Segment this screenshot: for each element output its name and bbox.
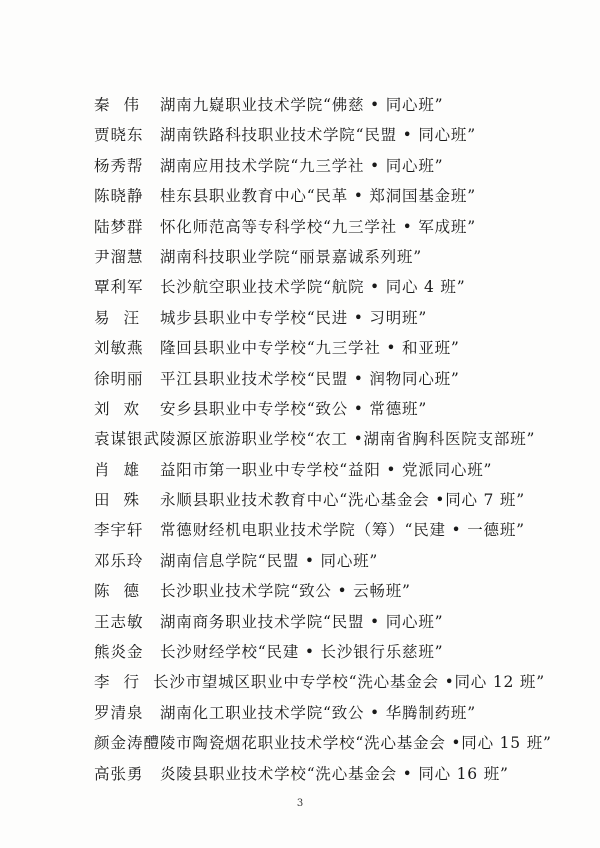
school-class: 长沙职业技术学院“致公 • 云畅班” [160,582,411,601]
person-name: 覃利军 [94,278,144,297]
person-name: 陈德 [94,582,154,601]
person-name: 陈晓静 [94,187,144,206]
list-item [94,637,534,667]
person-name: 刘敏燕 [94,339,144,358]
list-item [94,728,552,758]
school-class: 安乡县职业中专学校“致公 • 常德班” [160,399,428,418]
school-class: 湖南信息学院“民盟 • 同心班” [160,551,379,570]
person-name: 田殊 [94,491,154,510]
school-class: 桂东县职业教育中心“民革 • 郑洞国基金班” [160,187,476,206]
person-name: 熊炎金 [94,643,144,662]
person-name: 高张勇 [94,764,144,783]
list-item [94,212,534,242]
list-item [94,303,534,333]
list-item [94,120,534,150]
list-item [94,546,534,576]
person-name: 刘欢 [94,399,154,418]
list-item [94,151,534,181]
list-item [94,181,534,211]
person-name: 徐明丽 [94,369,144,388]
list-item [94,394,534,424]
person-name: 李宇轩 [94,521,144,540]
person-name: 邓乐玲 [94,551,144,570]
list-item [94,607,534,637]
name-list [94,90,552,789]
list-item [94,333,534,363]
list-item [94,424,534,454]
person-name: 贾晓东 [94,126,144,145]
person-name: 陆梦群 [94,217,144,236]
school-class: 城步县职业中专学校“民进 • 习明班” [160,308,428,327]
list-item [94,698,534,728]
list-item [94,364,534,394]
list-item [94,90,534,120]
person-name: 肖雄 [94,460,154,479]
person-name: 尹溜慧 [94,247,144,266]
list-item [94,515,534,545]
person-name: 杨秀帮 [94,156,144,175]
list-item [94,242,534,272]
school-class: 醴陵市陶瓷烟花职业技术学校“洗心基金会 •同心 15 班” [143,734,552,753]
list-item [94,576,534,606]
person-name: 王志敏 [94,612,144,631]
school-class: 平江县职业技术学校“民盟 • 润物同心班” [160,369,460,388]
school-class: 湖南应用技术学院“九三学社 • 同心班” [160,156,444,175]
person-name: 颜金涛 [94,734,144,753]
school-class: 隆回县职业中专学校“九三学社 • 和亚班” [160,339,460,358]
list-item [94,272,534,302]
school-class: 长沙航空职业技术学院“航院 • 同心 4 班” [160,278,466,297]
school-class: 湖南科技职业学院“丽景嘉诚系列班” [160,247,422,266]
school-class: 长沙财经学校“民建 • 长沙银行乐慈班” [160,643,444,662]
list-item [94,759,534,789]
person-name: 袁谋银 [94,430,144,449]
school-class: 湖南商务职业技术学院“民盟 • 同心班” [160,612,444,631]
school-class: 永顺县职业技术教育中心“洗心基金会 •同心 7 班” [160,491,525,510]
school-class: 长沙市望城区职业中专学校“洗心基金会 •同心 12 班” [153,673,545,692]
list-item [94,485,534,515]
school-class: 湖南化工职业技术学院“致公 • 华腾制药班” [160,703,476,722]
list-item [94,667,545,697]
person-name: 罗清泉 [94,703,144,722]
person-name: 易汪 [94,308,154,327]
school-class: 益阳市第一职业中专学校“益阳 • 党派同心班” [160,460,493,479]
school-class: 武陵源区旅游职业学校“农工 •湖南省胸科医院支部班” [143,430,536,449]
page-number: 3 [296,798,304,809]
school-class: 湖南九嶷职业技术学院“佛慈 • 同心班” [160,96,444,114]
person-name: 秦伟 [94,96,154,114]
person-name: 李行 [94,673,154,692]
school-class: 常德财经机电职业技术学院（筹）“民建 • 一德班” [160,521,525,540]
school-class: 怀化师范高等专科学校“九三学社 • 军成班” [160,217,476,236]
school-class: 湖南铁路科技职业技术学院“民盟 • 同心班” [160,126,476,145]
list-item [94,455,534,485]
school-class: 炎陵县职业技术学校“洗心基金会 • 同心 16 班” [160,764,509,783]
